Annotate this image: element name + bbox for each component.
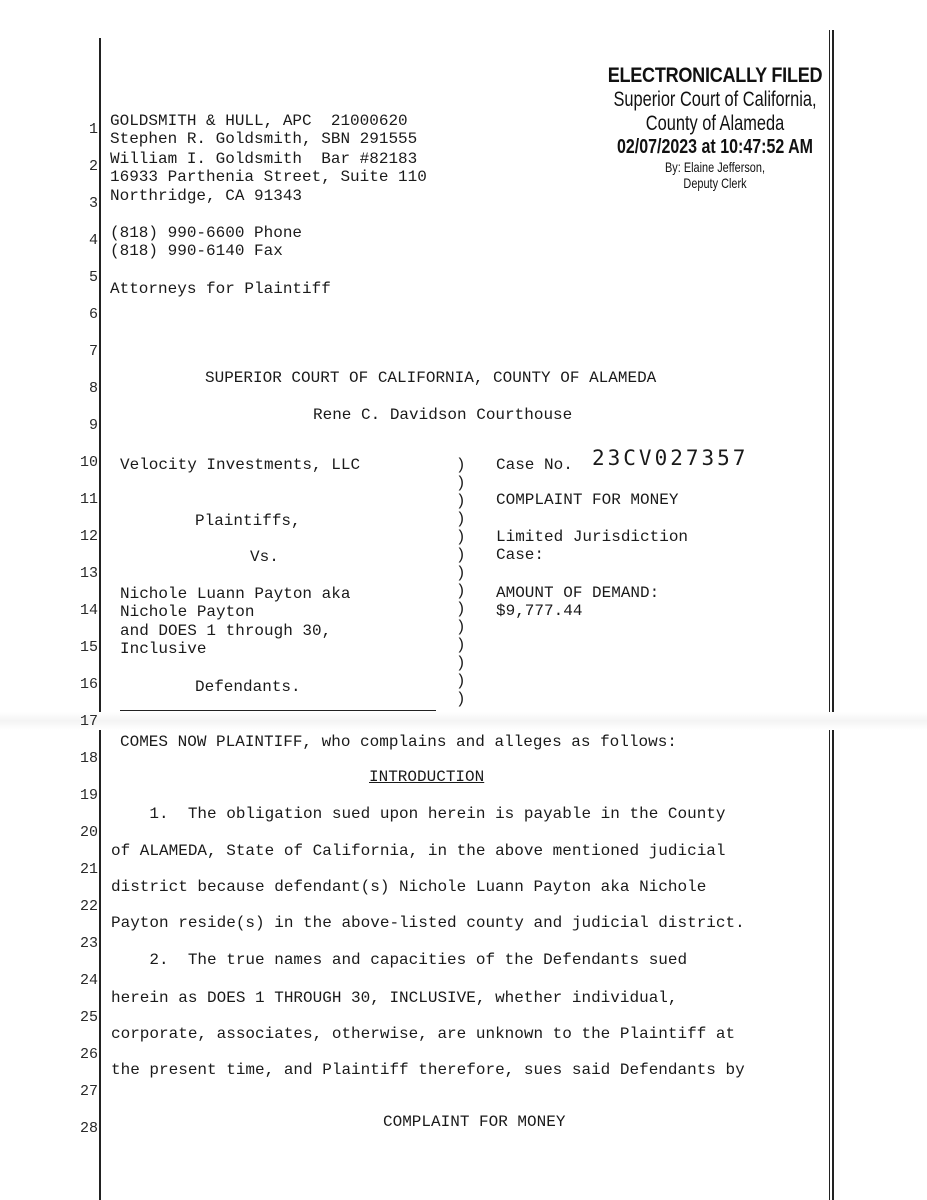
line-number: 12: [79, 528, 98, 545]
line-number: 10: [79, 454, 98, 471]
line-number: 21: [79, 861, 98, 878]
plaintiff-name: Velocity Investments, LLC: [120, 456, 361, 474]
line-number: 16: [79, 676, 98, 693]
caption-paren: ): [456, 474, 466, 492]
court-name: SUPERIOR COURT OF CALIFORNIA, COUNTY OF ALAMEDA: [205, 369, 657, 387]
caption-paren: ): [456, 546, 466, 564]
caption-paren: ): [456, 672, 466, 690]
defendant-line-3: and DOES 1 through 30,: [120, 622, 332, 640]
line-number: 8: [88, 380, 98, 397]
scan-shadow: [0, 712, 927, 730]
right-margin-rule-1: [829, 30, 830, 1200]
line-number: 5: [88, 269, 98, 286]
line-number: 2: [88, 158, 98, 175]
right-margin-rule-2: [832, 30, 834, 1200]
section-heading: INTRODUCTION: [369, 768, 485, 786]
paragraph-2-line-4: the present time, and Plaintiff therefore, sues said Defendants by: [111, 1061, 745, 1079]
address-line-1: 16933 Parthenia Street, Suite 110: [110, 168, 427, 186]
line-number: 23: [79, 935, 98, 952]
left-margin-rule: [99, 38, 101, 1200]
stamp-title: ELECTRONICALLY FILED: [607, 64, 823, 87]
attorney-1: Stephen R. Goldsmith, SBN 291555: [110, 130, 418, 148]
plaintiff-label: Plaintiffs,: [195, 512, 301, 530]
defendant-line-2: Nichole Payton: [120, 603, 255, 621]
line-number: 14: [79, 602, 98, 619]
demand-label: AMOUNT OF DEMAND:: [496, 584, 660, 602]
line-number: 26: [79, 1046, 98, 1063]
defendant-label: Defendants.: [195, 678, 301, 696]
attorney-2: William I. Goldsmith Bar #82183: [110, 150, 418, 168]
caption-underline: [120, 710, 436, 711]
paragraph-1-line-1: 1. The obligation sued upon herein is payable in the County: [111, 805, 726, 823]
stamp-clerk-role: Deputy Clerk: [683, 175, 747, 191]
caption-paren: ): [456, 600, 466, 618]
line-number: 13: [79, 565, 98, 582]
jurisdiction-line-1: Limited Jurisdiction: [496, 528, 689, 546]
paragraph-2-line-1: 2. The true names and capacities of the Defendants sued: [111, 951, 688, 969]
line-number: 17: [79, 713, 98, 730]
line-number: 11: [79, 491, 98, 508]
line-number: 4: [88, 232, 98, 249]
line-number: 27: [79, 1083, 98, 1100]
line-number: 6: [88, 306, 98, 323]
defendant-line-4: Inclusive: [120, 640, 207, 658]
case-number: 23CV027357: [592, 446, 749, 470]
demand-amount: $9,777.44: [496, 602, 583, 620]
firm-name: GOLDSMITH & HULL, APC 21000620: [110, 112, 408, 130]
caption-paren: ): [456, 582, 466, 600]
electronic-filing-stamp: [570, 64, 860, 191]
document-type: COMPLAINT FOR MONEY: [496, 491, 679, 509]
address-line-2: Northridge, CA 91343: [110, 187, 303, 205]
paragraph-1-line-2: of ALAMEDA, State of California, in the above mentioned judicial: [111, 842, 726, 860]
line-number: 20: [79, 824, 98, 841]
caption-paren: ): [456, 492, 466, 510]
caption-paren: ): [456, 510, 466, 528]
line-number: 9: [88, 417, 98, 434]
paragraph-1-line-4: Payton reside(s) in the above-listed county and judicial district.: [111, 914, 745, 932]
caption-paren: ): [456, 690, 466, 708]
attorney-role: Attorneys for Plaintiff: [110, 280, 331, 298]
line-number: 7: [88, 343, 98, 360]
caption-paren: ): [456, 456, 466, 474]
line-number: 19: [79, 787, 98, 804]
line-number: 3: [88, 195, 98, 212]
line-number: 28: [79, 1120, 98, 1137]
defendant-line-1: Nichole Luann Payton aka: [120, 585, 351, 603]
stamp-court: Superior Court of California,: [613, 88, 817, 111]
line-number: 15: [79, 639, 98, 656]
line-number: 1: [88, 121, 98, 138]
stamp-clerk: By: Elaine Jefferson,: [665, 159, 765, 175]
caption-paren: ): [456, 564, 466, 582]
jurisdiction-line-2: Case:: [496, 546, 545, 564]
line-number: 18: [79, 750, 98, 767]
stamp-county: County of Alameda: [645, 112, 785, 135]
opening-statement: COMES NOW PLAINTIFF, who complains and alleges as follows:: [120, 733, 677, 751]
caption-paren: ): [456, 618, 466, 636]
caption-paren: ): [456, 654, 466, 672]
courthouse-name: Rene C. Davidson Courthouse: [313, 406, 573, 424]
phone: (818) 990-6600 Phone: [110, 224, 303, 242]
fax: (818) 990-6140 Fax: [110, 242, 283, 260]
paragraph-1-line-3: district because defendant(s) Nichole Luann Payton aka Nichole: [111, 878, 707, 896]
line-number: 24: [79, 972, 98, 989]
footer-title: COMPLAINT FOR MONEY: [383, 1113, 566, 1131]
line-number: 25: [79, 1009, 98, 1026]
caption-paren: ): [456, 636, 466, 654]
paragraph-2-line-2: herein as DOES 1 THROUGH 30, INCLUSIVE, whether individual,: [111, 989, 678, 1007]
line-number: 22: [79, 898, 98, 915]
caption-paren: ): [456, 528, 466, 546]
versus: Vs.: [250, 548, 279, 566]
paragraph-2-line-3: corporate, associates, otherwise, are unknown to the Plaintiff at: [111, 1025, 736, 1043]
case-number-label: Case No.: [496, 456, 573, 474]
stamp-datetime: 02/07/2023 at 10:47:52 AM: [617, 136, 813, 158]
